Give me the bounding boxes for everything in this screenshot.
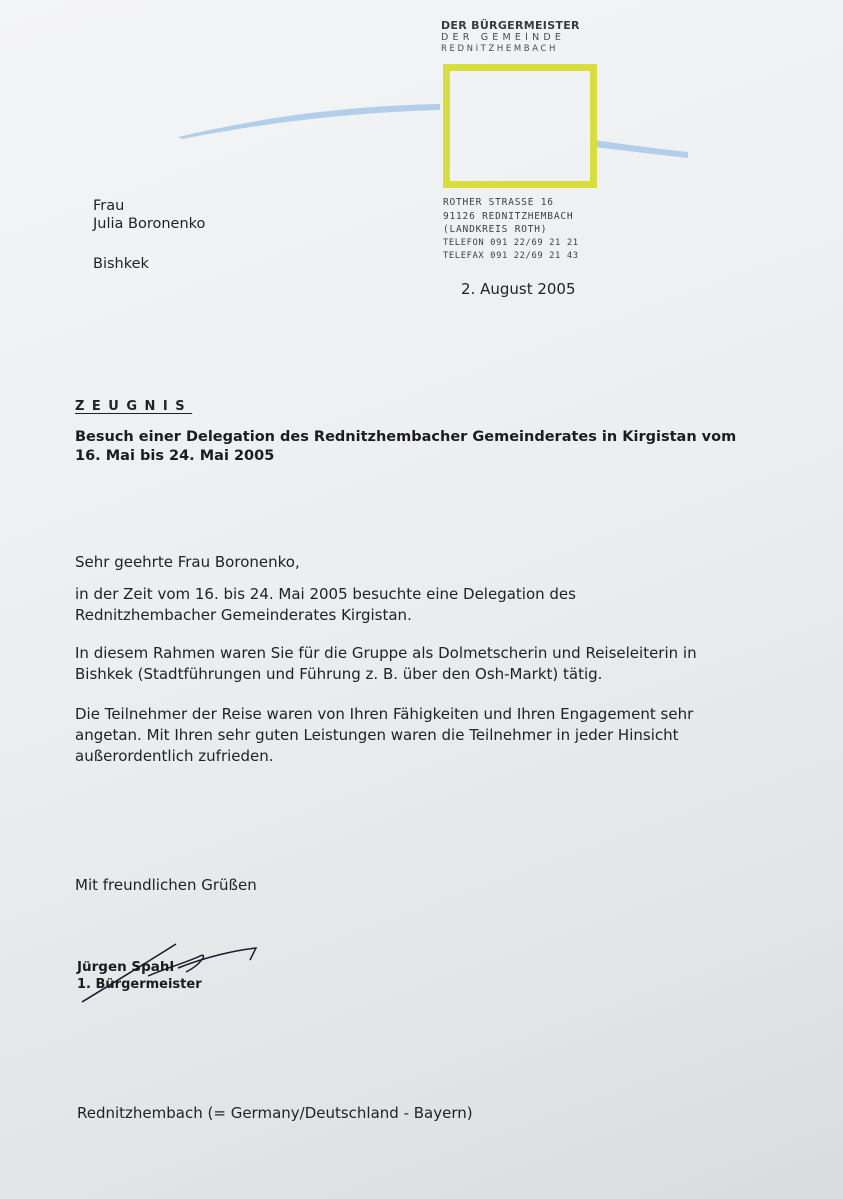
letterhead-subtitle: DER GEMEINDE [441,32,566,43]
address-street: ROTHER STRASSE 16 [443,197,554,208]
paragraph-1: in der Zeit vom 16. bis 24. Mai 2005 besuchte eine Delegation des Rednitzhembacher Gemeinderates Kirgistan. [75,585,576,624]
greeting: Sehr geehrte Frau Boronenko, [75,553,300,571]
document-heading: ZEUGNIS [75,399,193,414]
subject-line: Besuch einer Delegation des Rednitzhembacher Gemeinderates in Kirgistan vom 16. Mai bis 24. Mai 2005 [75,429,737,464]
letter-date: 2. August 2005 [461,280,576,298]
paragraph-3: Die Teilnehmer der Reise waren von Ihren Fähigkeiten und Ihren Engagement sehr angetan. Mit Ihren sehr guten Leistungen waren die Teilnehmer in jeder Hinsicht außerordentlich zufrieden. [75,705,694,765]
logo-square [443,64,597,188]
letterhead-swoosh [0,0,843,200]
recipient-name: Julia Boronenko [93,216,206,232]
recipient-salutation: Frau [93,198,125,214]
letterhead-municipality: REDNITZHEMBACH [441,44,559,54]
recipient-city: Bishkek [93,256,149,272]
signatory-name: Jürgen Spahl [77,959,175,975]
closing: Mit freundlichen Grüßen [75,876,257,894]
footer-location-note: Rednitzhembach (= Germany/Deutschland - Bayern) [77,1104,473,1122]
address-district: (LANDKREIS ROTH) [443,224,548,235]
address-city: 91126 REDNITZHEMBACH [443,210,574,222]
address-telephone: TELEFON 091 22/69 21 21 [443,237,579,248]
letterhead-address [443,196,579,264]
address-fax: TELEFAX 091 22/69 21 43 [443,251,579,261]
signatory-title: 1. Bürgermeister [77,977,202,992]
letterhead-title: DER BÜRGERMEISTER [441,19,580,32]
paragraph-2: In diesem Rahmen waren Sie für die Gruppe als Dolmetscherin und Reiseleiterin in Bishkek (Stadtführungen und Führung z. B. über den Osh-Markt) tätig. [75,644,697,683]
handwritten-signature [78,938,268,1008]
